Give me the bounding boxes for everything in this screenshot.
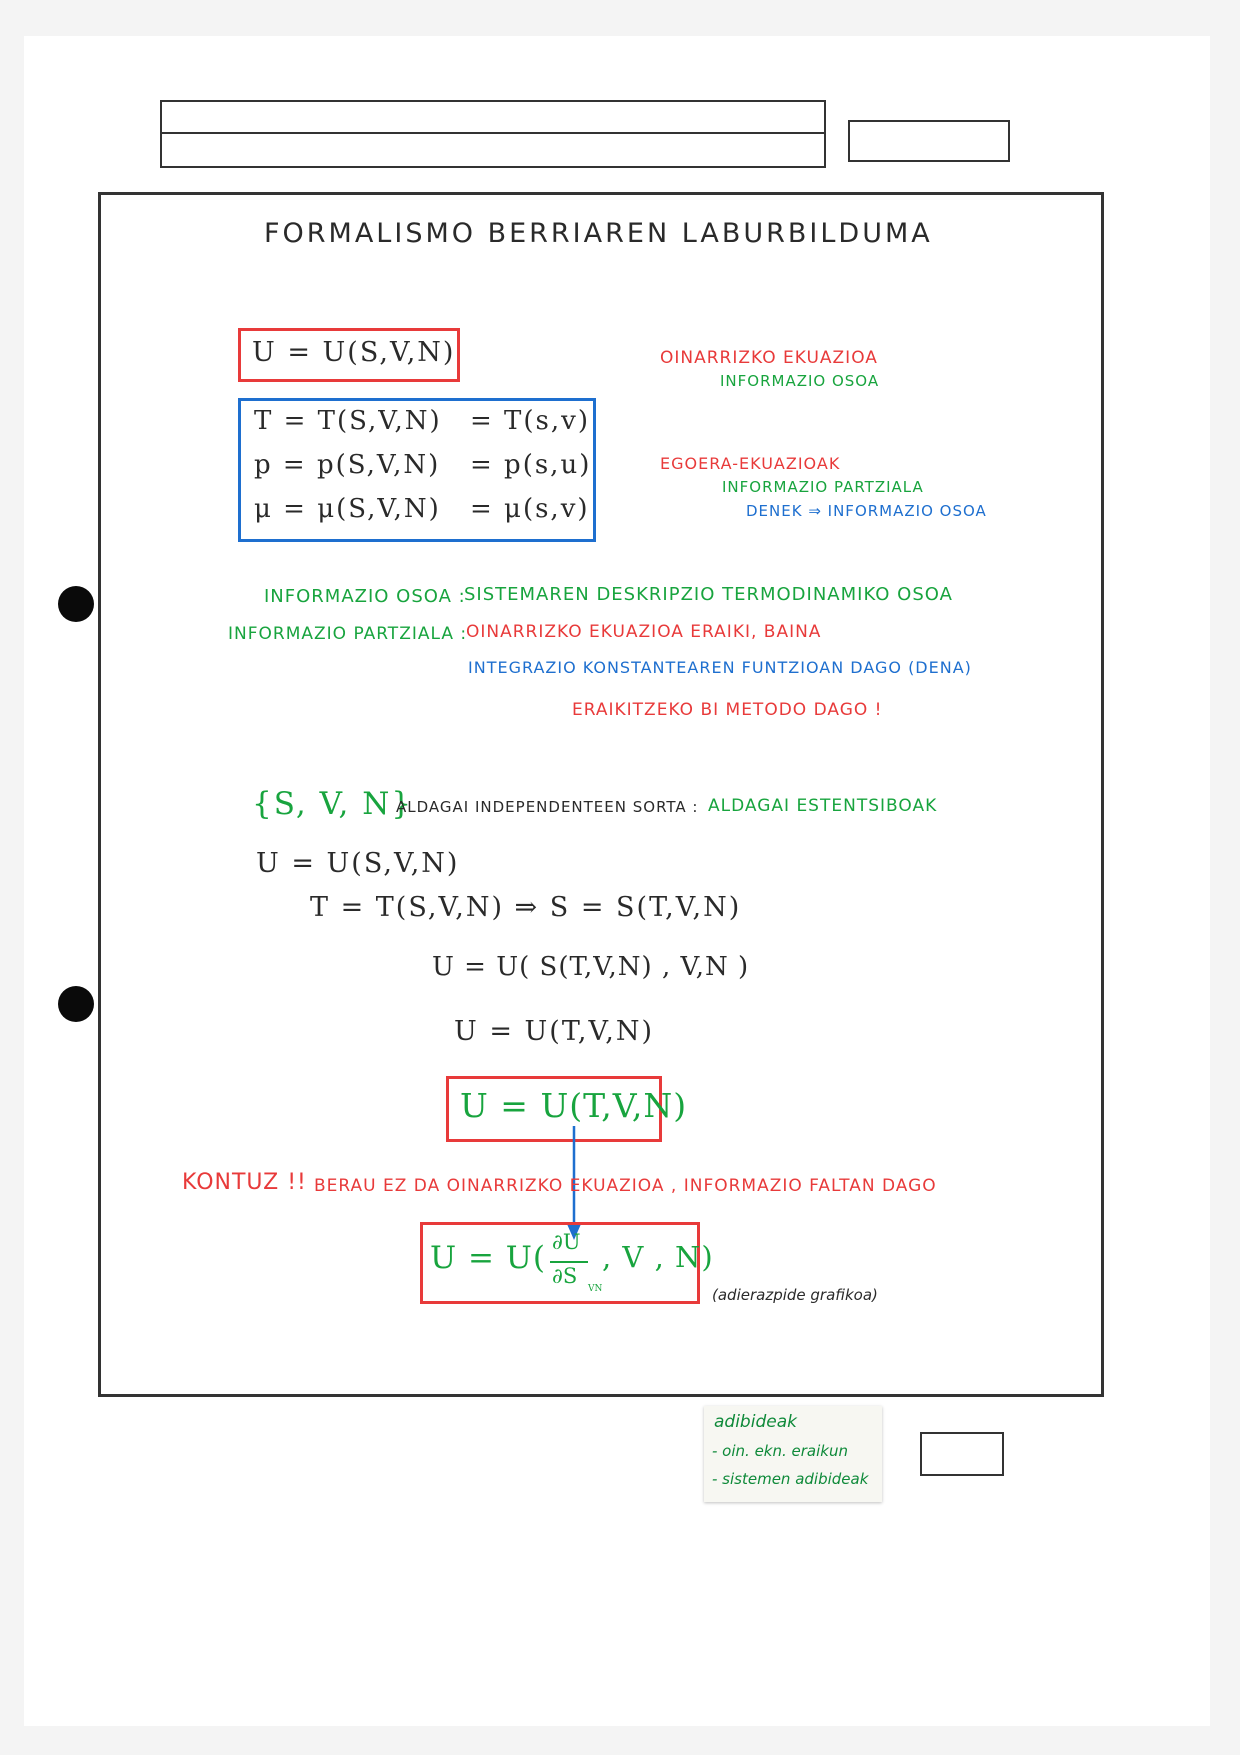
result-equation: U = U(T,V,N) [460,1086,688,1125]
derivation-step-2: T = T(S,V,N) ⇒ S = S(T,V,N) [310,892,742,923]
sticky-line-2: - oin. ekn. eraikun [712,1442,848,1460]
header-name-field-bottom [160,134,826,168]
partial-info-term: INFORMAZIO PARTZIALA : [228,624,468,644]
graphical-form-tail: , V , N) [602,1240,714,1274]
variable-set-desc: ALDAGAI INDEPENDENTEEN SORTA : [396,798,699,816]
full-info-term: INFORMAZIO OSOA : [264,586,466,607]
state-equations-note: DENEK ⇒ INFORMAZIO OSOA [746,502,987,520]
fundamental-equation: U = U(S,V,N) [252,337,456,368]
derivative-subscript: VN [588,1284,603,1294]
page-title: FORMALISMO BERRIAREN LABURBILDUMA [264,218,933,249]
warning-text: BERAU EZ DA OINARRIZKO EKUAZIOA , INFORMAZIO FALTAN DAGO [314,1176,937,1196]
state-eq-T-lhs: T = T(S,V,N) [254,406,442,436]
state-eq-p-lhs: p = p(S,V,N) [254,450,441,480]
punch-hole-top [58,586,94,622]
state-eq-mu-rhs: = μ(s,v) [470,494,590,524]
header-grade-box [848,120,1010,162]
graphical-form-note: (adierazpide grafikoa) [712,1286,878,1304]
paper-sheet [24,36,1210,1726]
derivation-step-3: U = U( S(T,V,N) , V,N ) [432,952,750,982]
fundamental-sublabel: INFORMAZIO OSOA [720,372,880,390]
partial-info-def-1: OINARRIZKO EKUAZIOA ERAIKI, BAINA [466,622,822,642]
two-methods-note: ERAIKITZEKO BI METODO DAGO ! [572,700,883,720]
sticky-line-3: - sistemen adibideak [712,1470,869,1488]
variable-set-type: ALDAGAI ESTENTSIBOAK [708,796,938,816]
header-name-field-top [160,100,826,134]
derivation-step-1: U = U(S,V,N) [256,848,460,879]
derivative-numerator: ∂U [552,1230,581,1254]
warning-kontuz: KONTUZ !! [182,1170,307,1195]
graphical-form-derivative [544,1230,603,1294]
state-equations-label: EGOERA-EKUAZIOAK [660,454,841,473]
punch-hole-bottom [58,986,94,1022]
partial-info-def-2: INTEGRAZIO KONSTANTEAREN FUNTZIOAN DAGO (DENA) [468,658,972,677]
state-eq-T-rhs: = T(s,v) [470,406,590,436]
variable-set: {S, V, N} [252,786,414,822]
sticky-line-1: adibideak [714,1412,797,1432]
page-number-box [920,1432,1004,1476]
graphical-form-lhs: U = U( [430,1240,547,1276]
state-eq-mu-lhs: μ = μ(S,V,N) [254,494,441,524]
derivation-step-4: U = U(T,V,N) [454,1016,654,1047]
full-info-def: SISTEMAREN DESKRIPZIO TERMODINAMIKO OSOA [464,584,953,605]
derivative-denominator: ∂S [552,1264,578,1288]
state-eq-p-rhs: = p(s,u) [470,450,592,480]
fraction-bar [550,1261,588,1263]
sticky-note [704,1406,882,1502]
state-equations-sublabel: INFORMAZIO PARTZIALA [722,478,924,496]
fundamental-label: OINARRIZKO EKUAZIOA [660,348,878,368]
